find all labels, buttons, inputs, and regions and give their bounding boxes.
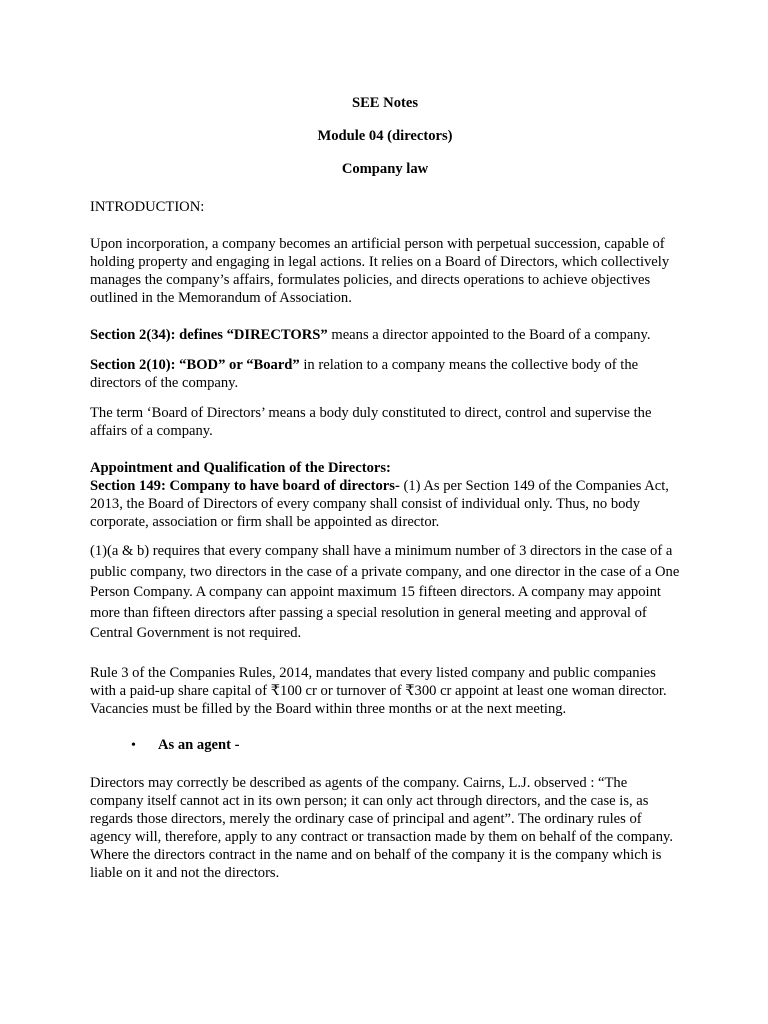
- section-149-label: Section 149: Company to have board of directors-: [90, 478, 400, 494]
- doc-title: SEE Notes: [351, 95, 419, 111]
- intro-heading: INTRODUCTION:: [90, 199, 205, 215]
- intro-paragraph: Upon incorporation, a company becomes an artificial person with perpetual succession, capable of holding property and engaging in legal actions. It relies on a Board of Directors, which collectively manages the company’s affairs, formulates policies, and directs operations to achieve objectives outlined in the Memorandum of Association.: [90, 236, 670, 306]
- bullet-icon: •: [131, 737, 136, 753]
- section-2-10-text: in relation to a company means the collective body of the directors of the company.: [90, 357, 639, 391]
- section-149-paragraph: [90, 477, 680, 531]
- rule-3-paragraph: Rule 3 of the Companies Rules, 2014, mandates that every listed company and public companies with a paid-up share capital of ₹100 cr or turnover of ₹300 cr appoint at least one woman director. Vacancies must be filled by the Board within three months or at the next meeting.: [90, 664, 667, 717]
- section-2-10-paragraph: [90, 356, 680, 392]
- doc-module: Module 04 (directors): [317, 128, 453, 144]
- agent-heading: As an agent -: [158, 736, 240, 753]
- doc-subject: Company law: [341, 161, 429, 177]
- minimum-directors-paragraph: (1)(a & b) requires that every company shall have a minimum number of 3 directors in the case of a public company, two directors in the case of a private company, and one director in the case of a One Person Company. A company can appoint maximum 15 fifteen directors. A company may appoint more than fifteen directors after passing a special resolution in general meeting and approval of Central Government is not required.: [90, 543, 680, 641]
- agent-paragraph: Directors may correctly be described as agents of the company. Cairns, L.J. observed : “The company itself cannot act in its own person; it can only act through directors, and the case is, as regards those directors, merely the ordinary case of principal and agent”. The ordinary rules of agency will, therefore, apply to any contract or transaction made by them on behalf of the company. Where the directors contract in the name and on behalf of the company it is the company which is liable on it and not the directors.: [90, 774, 673, 881]
- section-2-34-label: Section 2(34): defines “DIRECTORS”: [90, 327, 328, 343]
- section-2-10-label: Section 2(10): “BOD” or “Board”: [90, 357, 300, 373]
- section-2-34-paragraph: [90, 326, 680, 344]
- section-149-text: (1) As per Section 149 of the Companies Act, 2013, the Board of Directors of every company shall consist of individual only. Thus, no body corporate, association or firm shall be appointed as director.: [90, 478, 669, 530]
- document-page: [90, 94, 680, 882]
- board-term-paragraph: The term ‘Board of Directors’ means a body duly constituted to direct, control and supervise the affairs of a company.: [90, 405, 652, 439]
- agent-bullet-item: [131, 737, 680, 754]
- appointment-heading: Appointment and Qualification of the Directors:: [90, 460, 391, 476]
- section-2-34-text: means a director appointed to the Board of a company.: [327, 327, 651, 343]
